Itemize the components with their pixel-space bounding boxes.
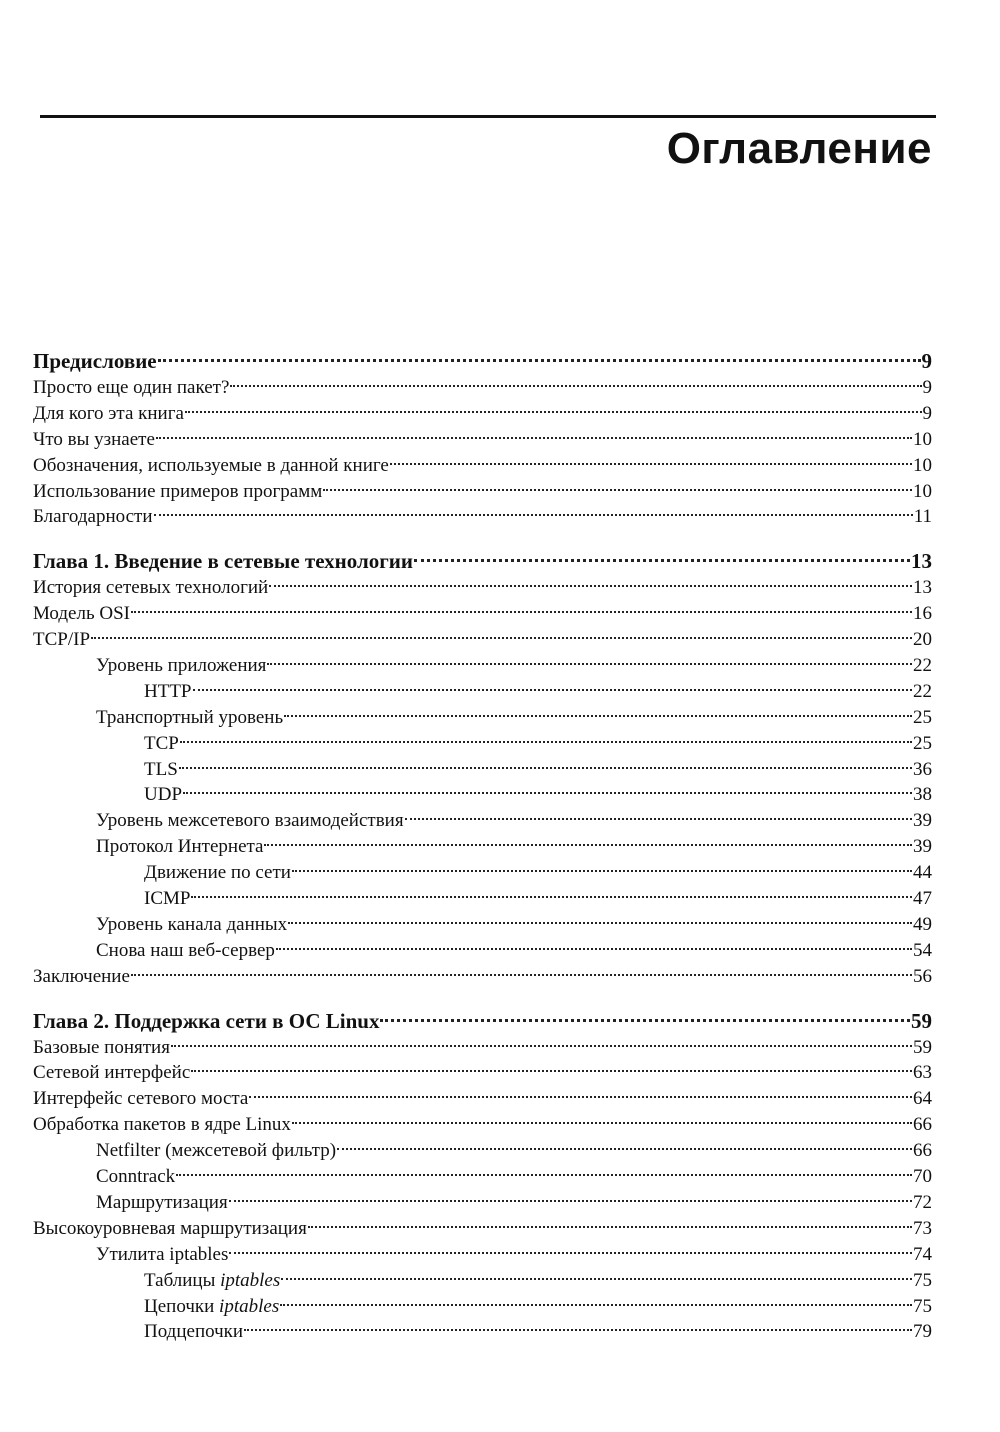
toc-entry-row	[33, 886, 932, 912]
toc-title-text: TLS	[144, 758, 178, 780]
page-number: 54	[913, 939, 932, 961]
toc-title-text: Модель OSI	[33, 603, 130, 625]
toc-title-text: Для кого эта книга	[33, 402, 184, 424]
toc-entry-title	[33, 479, 322, 505]
toc-entry-title	[33, 1086, 248, 1112]
toc-title-text: UDP	[144, 784, 183, 806]
page-number: 36	[913, 758, 932, 780]
toc-entry-title	[144, 886, 190, 912]
page-number: 9	[922, 402, 932, 424]
toc-entry-row	[33, 860, 932, 886]
toc-entry-title	[144, 731, 179, 757]
toc-entry-row	[33, 601, 932, 627]
toc-entry-title	[33, 1112, 291, 1138]
page-number: 47	[913, 888, 932, 910]
page-number: 66	[913, 1140, 932, 1162]
toc-entry-row	[33, 964, 932, 990]
dot-leader	[390, 463, 912, 465]
toc-title-text: Транспортный уровень	[96, 706, 284, 728]
toc-title-text: Просто еще один пакет?	[33, 377, 230, 398]
dot-leader	[405, 818, 912, 820]
page-number: 70	[913, 1166, 932, 1188]
toc-title-text: Подцепочки	[144, 1321, 244, 1343]
toc-entry-title	[96, 1190, 228, 1216]
toc-entry-title	[33, 1216, 307, 1242]
dot-leader	[292, 870, 912, 872]
dot-leader	[131, 611, 912, 613]
toc-title-text: Предисловие	[33, 349, 157, 373]
toc-title-text: ICMP	[144, 888, 191, 910]
toc-entry-row	[33, 834, 932, 860]
page-number: 56	[913, 965, 932, 987]
dot-leader	[176, 1174, 912, 1176]
toc-entry-row	[33, 782, 932, 808]
toc-entry-title	[144, 860, 291, 886]
page-number: 59	[911, 1008, 932, 1033]
toc-entry-row	[33, 504, 932, 530]
toc-entry-title	[144, 1268, 280, 1294]
dot-leader	[179, 767, 912, 769]
dot-leader	[280, 1304, 912, 1306]
page-number: 25	[913, 706, 932, 728]
toc-title-text: Обработка пакетов в ядре Linux	[33, 1114, 291, 1136]
toc-section	[33, 347, 932, 530]
dot-leader	[284, 715, 912, 717]
dot-leader	[229, 1200, 912, 1202]
page-number: 25	[913, 732, 932, 754]
toc-entry-title	[33, 964, 130, 990]
toc-title-text: Уровень канала данных	[96, 913, 288, 935]
toc-entry-row	[33, 1138, 932, 1164]
toc-entry-title	[33, 1035, 170, 1061]
dot-leader	[281, 1278, 912, 1280]
toc-title-text: Благодарности	[33, 506, 153, 528]
toc-entry-title	[33, 627, 90, 653]
toc-entry-row	[33, 1164, 932, 1190]
toc-entry-title	[96, 1138, 336, 1164]
toc-entry-title	[33, 427, 155, 453]
toc-entry-row	[33, 808, 932, 834]
page-number: 39	[913, 836, 932, 858]
toc-title-text: История сетевых технологий	[33, 577, 269, 599]
toc-title-text: Таблицы	[144, 1269, 221, 1291]
page-number: 72	[913, 1191, 932, 1213]
dot-leader	[267, 663, 912, 665]
page-number: 10	[913, 428, 932, 450]
toc-entry-row	[33, 1060, 932, 1086]
dot-leader	[229, 1252, 912, 1254]
toc-entry-row	[33, 1319, 932, 1345]
page-number: 38	[913, 784, 932, 806]
toc-entry-row	[33, 1035, 932, 1061]
toc-chapter-title	[33, 347, 157, 375]
toc-title-text: Маршрутизация	[96, 1191, 228, 1213]
toc-title-text: Цепочки	[144, 1295, 220, 1317]
toc-title-italic: iptables	[220, 1269, 281, 1291]
page-number: 73	[913, 1217, 932, 1239]
toc-entry-title	[96, 1242, 228, 1268]
toc-title-text: Высокоуровневая маршрутизация	[33, 1217, 307, 1239]
toc-entry-row	[33, 938, 932, 964]
toc-title-text: Использование примеров программ	[33, 480, 323, 502]
toc-entry-title	[33, 601, 130, 627]
page-number: 39	[913, 810, 932, 832]
toc-entry-title	[144, 1319, 243, 1345]
page-number: 13	[911, 549, 932, 574]
page-number: 16	[913, 603, 932, 625]
toc-entry-row	[33, 757, 932, 783]
dot-leader	[154, 514, 913, 516]
dot-leader	[91, 637, 912, 639]
toc-entry-title	[96, 808, 404, 834]
toc-chapter-row	[33, 347, 932, 375]
toc-entry-title	[33, 504, 153, 530]
toc-entry-row	[33, 375, 932, 401]
toc-title-italic: iptables	[219, 1295, 280, 1317]
dot-leader	[191, 1070, 912, 1072]
dot-leader	[308, 1226, 912, 1228]
toc-title-text: Интерфейс сетевого моста	[33, 1088, 249, 1110]
toc-title-text: Глава 1. Введение в сетевые технологии	[33, 549, 413, 574]
dot-leader	[337, 1148, 912, 1150]
page-number: 75	[913, 1269, 932, 1291]
toc-title-text: Что вы узнаете	[33, 428, 155, 450]
toc-entry-row	[33, 1112, 932, 1138]
dot-leader	[180, 741, 912, 743]
page-number: 66	[913, 1114, 932, 1136]
page-number: 59	[913, 1036, 932, 1058]
dot-leader	[292, 1122, 912, 1124]
dot-leader	[264, 844, 912, 846]
dot-leader	[185, 411, 922, 413]
dot-leader	[323, 489, 912, 491]
dot-leader	[193, 689, 913, 691]
toc-title-text: Заключение	[33, 965, 130, 987]
toc-entry-row	[33, 479, 932, 505]
toc-entry-title	[33, 401, 184, 427]
toc-section	[33, 547, 932, 989]
toc-title-text: Глава 2. Поддержка сети в ОС Linux	[33, 1008, 380, 1033]
toc-title-text: Conntrack	[96, 1166, 176, 1188]
toc-entry-row	[33, 1242, 932, 1268]
dot-leader	[269, 585, 912, 587]
dot-leader	[249, 1096, 912, 1098]
toc-entry-row	[33, 705, 932, 731]
toc-title-text: TCP/IP	[33, 629, 91, 651]
dot-leader	[171, 1045, 912, 1047]
page-number: 44	[913, 862, 932, 884]
toc-entry-row	[33, 679, 932, 705]
toc-entry-title	[96, 834, 263, 860]
toc-title-text: Уровень приложения	[96, 655, 267, 677]
toc-entry-row	[33, 627, 932, 653]
table-of-contents	[33, 347, 932, 1345]
toc-entry-row	[33, 912, 932, 938]
toc-section	[33, 1007, 932, 1346]
toc-title-text: Утилита iptables	[96, 1243, 229, 1265]
toc-entry-row	[33, 453, 932, 479]
page-number: 22	[913, 655, 932, 677]
dot-leader	[380, 1019, 910, 1022]
page-number: 75	[913, 1295, 932, 1317]
page-number: 9	[922, 377, 932, 398]
toc-entry-title	[33, 453, 389, 479]
toc-entry-row	[33, 731, 932, 757]
toc-chapter-title	[33, 547, 413, 575]
toc-entry-title	[96, 705, 283, 731]
toc-entry-row	[33, 653, 932, 679]
page-number: 11	[913, 506, 932, 528]
toc-entry-title	[96, 938, 275, 964]
toc-title-text: Протокол Интернета	[96, 836, 264, 858]
toc-title-text: Базовые понятия	[33, 1036, 170, 1058]
page-number: 22	[913, 680, 932, 702]
toc-entry-title	[144, 782, 182, 808]
toc-entry-title	[96, 1164, 175, 1190]
page-number: 9	[921, 349, 932, 373]
toc-title-text: Движение по сети	[144, 862, 291, 884]
dot-leader	[183, 792, 912, 794]
toc-entry-title	[33, 1060, 190, 1086]
toc-entry-title	[144, 1294, 279, 1320]
page-number: 10	[913, 454, 932, 476]
page-number: 10	[913, 480, 932, 502]
toc-entry-title	[144, 679, 192, 705]
page-number: 74	[913, 1243, 932, 1265]
dot-leader	[191, 896, 912, 898]
toc-title-text: Netfilter (межсетевой фильтр)	[96, 1140, 337, 1162]
toc-entry-row	[33, 575, 932, 601]
toc-chapter-row	[33, 547, 932, 575]
page-number: 20	[913, 629, 932, 651]
toc-title-text: Сетевой интерфейс	[33, 1062, 191, 1084]
dot-leader	[414, 559, 910, 562]
dot-leader	[158, 359, 921, 362]
dot-leader	[131, 974, 912, 976]
dot-leader	[288, 922, 912, 924]
toc-entry-row	[33, 1294, 932, 1320]
page-number: 13	[913, 577, 932, 599]
toc-entry-title	[33, 575, 268, 601]
toc-entry-row	[33, 1190, 932, 1216]
toc-title-text: TCP	[144, 732, 179, 754]
toc-entry-title	[33, 375, 229, 401]
page-number: 63	[913, 1062, 932, 1084]
dot-leader	[156, 437, 912, 439]
toc-title-text: Уровень межсетевого взаимодействия	[96, 810, 404, 832]
dot-leader	[276, 948, 912, 950]
toc-entry-row	[33, 1216, 932, 1242]
toc-chapter-row	[33, 1007, 932, 1035]
toc-entry-title	[96, 912, 287, 938]
page-title: Оглавление	[666, 124, 932, 173]
toc-entry-row	[33, 427, 932, 453]
page-number: 79	[913, 1321, 932, 1343]
header-rule	[40, 115, 936, 118]
toc-entry-title	[144, 757, 178, 783]
toc-title-text: HTTP	[144, 680, 192, 702]
page-number: 49	[913, 913, 932, 935]
toc-title-text: Обозначения, используемые в данной книге	[33, 454, 389, 476]
toc-chapter-title	[33, 1007, 379, 1035]
toc-entry-row	[33, 1086, 932, 1112]
page-number: 64	[913, 1088, 932, 1110]
toc-entry-row	[33, 401, 932, 427]
toc-entry-title	[96, 653, 266, 679]
toc-title-text: Снова наш веб-сервер	[96, 939, 275, 961]
dot-leader	[244, 1329, 912, 1331]
dot-leader	[230, 385, 921, 387]
toc-entry-row	[33, 1268, 932, 1294]
